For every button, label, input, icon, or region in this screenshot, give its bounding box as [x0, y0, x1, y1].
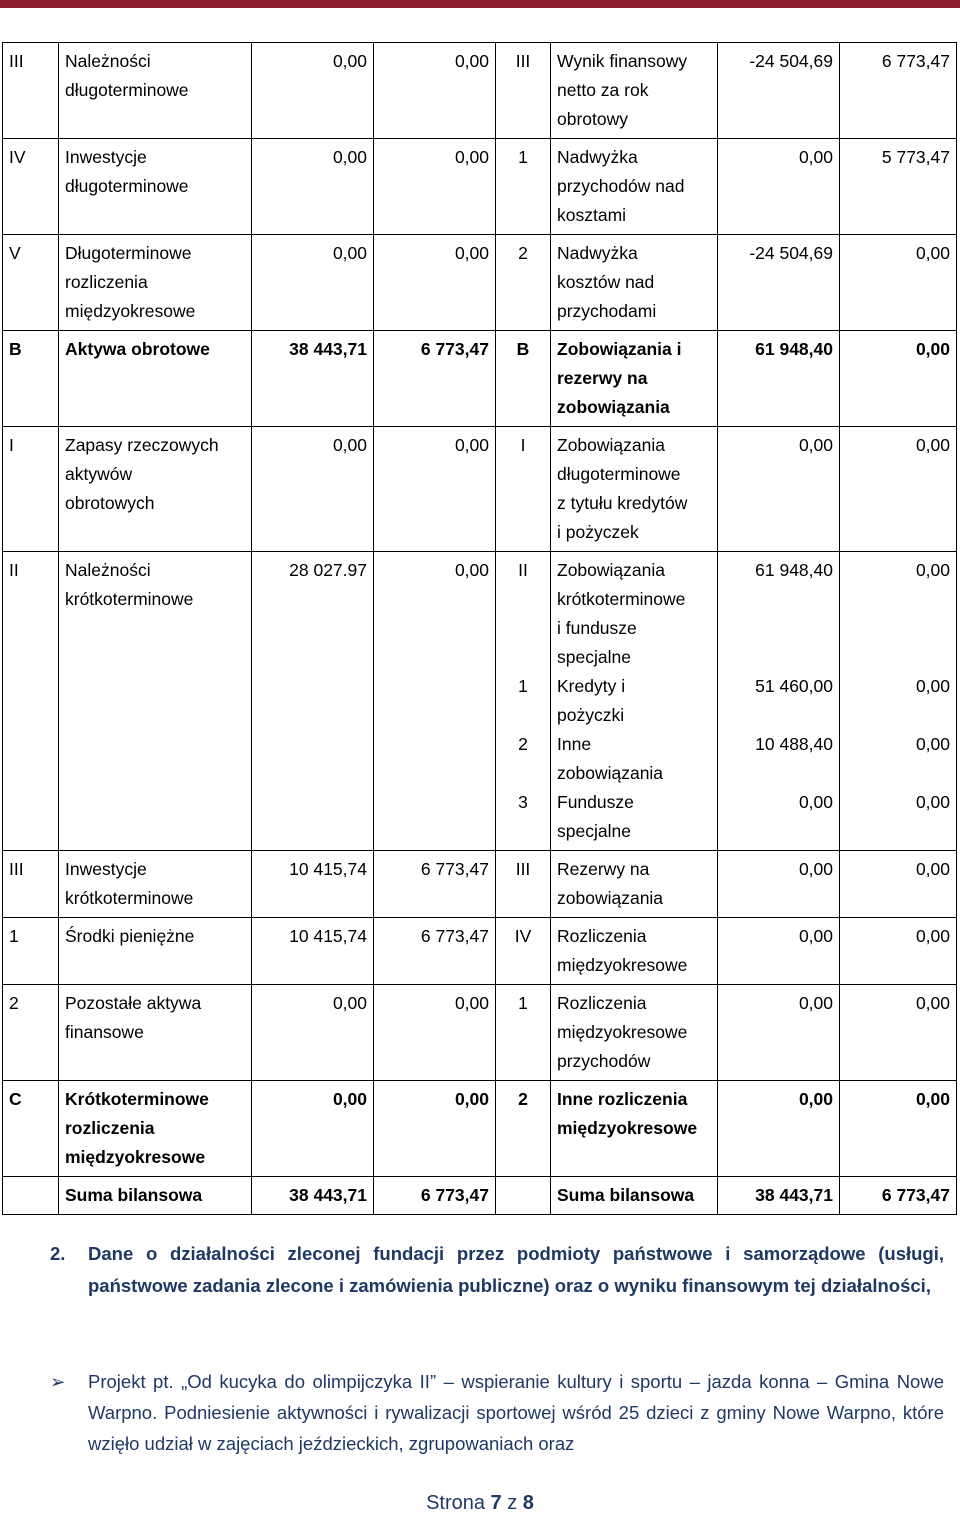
table-cell: 5 773,47 — [840, 139, 957, 235]
table-cell: 0,00 — [252, 43, 374, 139]
project-bullet — [50, 1366, 944, 1459]
row-i-value-2: 0,00 — [374, 427, 496, 552]
table-cell: Środki pieniężne — [59, 918, 252, 985]
table-cell: Rozliczenia międzyokresowe przychodów — [551, 985, 718, 1081]
table-cell: 0,00 — [252, 985, 374, 1081]
table-row — [3, 139, 957, 235]
table-cell: IV — [3, 139, 59, 235]
table-cell: Inwestycje krótkoterminowe — [59, 851, 252, 918]
table-row-sum — [3, 1177, 957, 1215]
row-ii-code: II — [3, 552, 59, 851]
table-cell: Rezerwy na zobowiązania — [551, 851, 718, 918]
table-cell: Wynik finansowy netto za rok obrotowy — [551, 43, 718, 139]
row-sum-value-2: 6 773,47 — [374, 1177, 496, 1215]
table-cell: III — [3, 43, 59, 139]
table-cell: III — [496, 851, 551, 918]
row-b-value-1: 38 443,71 — [252, 331, 374, 427]
table-cell: 2 — [3, 985, 59, 1081]
footer-mid: z — [501, 1492, 523, 1514]
page-footer — [0, 1492, 960, 1515]
table-cell: Inwestycje długoterminowe — [59, 139, 252, 235]
table-cell: 0,00 — [374, 985, 496, 1081]
table-cell: 2 — [496, 1081, 551, 1177]
table-cell: 0,00 — [718, 1081, 840, 1177]
table-cell: 6 773,47 — [374, 851, 496, 918]
row-i-label-r: Zobowiązania długoterminowe z tytułu kredytów i pożyczek — [551, 427, 718, 552]
table-cell: 2 — [496, 235, 551, 331]
table-cell: IV — [496, 918, 551, 985]
row-b-code: B — [3, 331, 59, 427]
table-row — [3, 918, 957, 985]
table-cell: 0,00 — [374, 1081, 496, 1177]
row-ii-value-2: 0,00 — [374, 552, 496, 851]
table-cell: 6 773,47 — [374, 918, 496, 985]
row-sum-value-4: 6 773,47 — [840, 1177, 957, 1215]
table-cell: Długoterminowe rozliczenia międzyokresowe — [59, 235, 252, 331]
table-cell: 0,00 — [718, 985, 840, 1081]
table-row-i — [3, 427, 957, 552]
table-row-b — [3, 331, 957, 427]
table-cell: Należności długoterminowe — [59, 43, 252, 139]
section-number: 2. — [50, 1243, 66, 1264]
row-sum-code-r — [496, 1177, 551, 1215]
table-cell: 0,00 — [374, 43, 496, 139]
table-cell: 0,00 — [840, 851, 957, 918]
table-cell: 0,00 — [840, 918, 957, 985]
table-cell: V — [3, 235, 59, 331]
row-sum-code — [3, 1177, 59, 1215]
balance-sheet-table — [2, 42, 957, 1215]
row-sum-label-r: Suma bilansowa — [551, 1177, 718, 1215]
row-ii-label: Należności krótkoterminowe — [59, 552, 252, 851]
row-b-value-4: 0,00 — [840, 331, 957, 427]
table-cell: 0,00 — [718, 918, 840, 985]
row-sum-value-1: 38 443,71 — [252, 1177, 374, 1215]
table-row — [3, 985, 957, 1081]
row-i-value-4: 0,00 — [840, 427, 957, 552]
footer-total: 8 — [522, 1492, 534, 1514]
footer-page: 7 — [490, 1492, 502, 1514]
table-cell: 10 415,74 — [252, 851, 374, 918]
table-cell: 0,00 — [840, 985, 957, 1081]
row-ii-value-4: 0,00 0,00 0,00 0,00 — [840, 552, 957, 851]
table-cell: 0,00 — [718, 139, 840, 235]
table-row — [3, 43, 957, 139]
row-i-code-r: I — [496, 427, 551, 552]
table-cell: 0,00 — [840, 235, 957, 331]
table-cell: 0,00 — [840, 1081, 957, 1177]
table-row — [3, 851, 957, 918]
table-cell: 0,00 — [374, 235, 496, 331]
table-row — [3, 1081, 957, 1177]
row-i-code: I — [3, 427, 59, 552]
table-cell: 0,00 — [252, 139, 374, 235]
table-cell: 1 — [496, 139, 551, 235]
table-cell: C — [3, 1081, 59, 1177]
row-ii-label-r: Zobowiązania krótkoterminowe i fundusze specjalne Kredyty i pożyczki Inne zobowiązania Fundusze specjalne — [551, 552, 718, 851]
row-i-value-1: 0,00 — [252, 427, 374, 552]
project-text: Projekt pt. „Od kucyka do olimpijczyka II” – wspieranie kultury i sportu – jazda konna – Gmina Nowe Warpno. Podniesienie aktywności i rywalizacji sportowej wśród 25 dzieci z gminy Nowe Warpno, które wzięło udział w zajęciach jeździeckich, zgrupowaniach oraz — [88, 1371, 944, 1454]
arrow-bullet-icon: ➢ — [50, 1371, 66, 1392]
table-cell: 0,00 — [374, 139, 496, 235]
row-ii-value-3: 61 948,40 51 460,00 10 488,40 0,00 — [718, 552, 840, 851]
table-cell: Nadwyżka kosztów nad przychodami — [551, 235, 718, 331]
table-cell: 0,00 — [252, 235, 374, 331]
table-cell: 0,00 — [252, 1081, 374, 1177]
table-cell: 10 415,74 — [252, 918, 374, 985]
table-cell: Pozostałe aktywa finansowe — [59, 985, 252, 1081]
table-cell: 1 — [3, 918, 59, 985]
row-i-label: Zapasy rzeczowych aktywów obrotowych — [59, 427, 252, 552]
row-i-value-3: 0,00 — [718, 427, 840, 552]
table-row — [3, 235, 957, 331]
row-sum-value-3: 38 443,71 — [718, 1177, 840, 1215]
table-cell: Krótkoterminowe rozliczenia międzyokresowe — [59, 1081, 252, 1177]
row-ii-value-1: 28 027.97 — [252, 552, 374, 851]
table-cell: 0,00 — [718, 851, 840, 918]
row-sum-label: Suma bilansowa — [59, 1177, 252, 1215]
table-cell: -24 504,69 — [718, 43, 840, 139]
table-cell: 6 773,47 — [840, 43, 957, 139]
table-cell: 1 — [496, 985, 551, 1081]
table-cell: Rozliczenia międzyokresowe — [551, 918, 718, 985]
section-2-heading — [50, 1238, 944, 1302]
header-bar — [0, 0, 960, 8]
table-cell: III — [3, 851, 59, 918]
footer-prefix: Strona — [426, 1492, 491, 1514]
row-b-label: Aktywa obrotowe — [59, 331, 252, 427]
row-b-code-r: B — [496, 331, 551, 427]
row-ii-code-r: II 1 2 3 — [496, 552, 551, 851]
table-cell: Inne rozliczenia międzyokresowe — [551, 1081, 718, 1177]
section-text: Dane o działalności zleconej fundacji przez podmioty państwowe i samorządowe (usługi, państwowe zadania zlecone i zamówienia publiczne) oraz o wyniku finansowym tej działalności, — [88, 1243, 944, 1296]
row-b-value-2: 6 773,47 — [374, 331, 496, 427]
row-b-label-r: Zobowiązania i rezerwy na zobowiązania — [551, 331, 718, 427]
table-cell: -24 504,69 — [718, 235, 840, 331]
row-b-value-3: 61 948,40 — [718, 331, 840, 427]
table-row-ii — [3, 552, 957, 851]
table-cell: Nadwyżka przychodów nad kosztami — [551, 139, 718, 235]
table-cell: III — [496, 43, 551, 139]
